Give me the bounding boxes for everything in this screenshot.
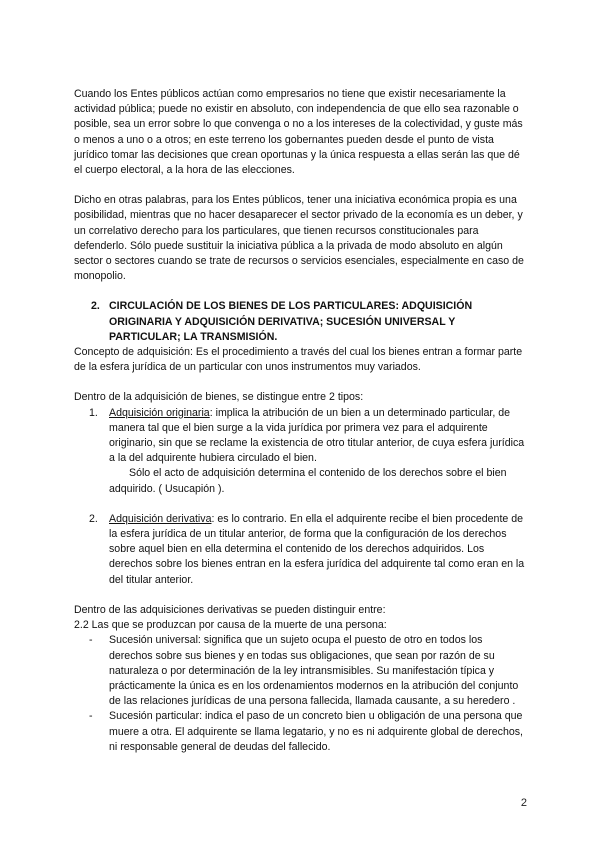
text-originaria: : implica la atribución de un bien a un determinado particular, de manera tal que el bien surge a la vida jurídica por primera vez para el adquirente originario, sin que se reclame la existencia de otro titular anterior, de cuya esfera jurídica a la del adquirente hubiera circulado el bien. (109, 406, 525, 465)
sub-heading-muerte: 2.2 Las que se produzcan por causa de la muerte de una persona: (74, 619, 387, 632)
list-item-derivativa (74, 512, 526, 588)
intro-derivativas: Dentro de las adquisiciones derivativas se pueden distinguir entre: (74, 603, 386, 616)
term-derivativa: Adquisición derivativa (109, 512, 212, 525)
intro-tipos: Dentro de la adquisición de bienes, se distingue entre 2 tipos: (74, 391, 364, 404)
section-number: 2. (91, 300, 100, 313)
paragraph-entes-publicos: Cuando los Entes públicos actúan como empresarios no tiene que existir necesariamente la actividad pública; puede no existir en absoluto, con independencia de que ello sea razonable o posible, sea un error sobre lo que convenga o no a los intereses de la colectividad, y guste más o menos a uno o a otros; en este terreno los gobernantes pueden desde el punto de vista jurídico tomar las decisiones que crean oportunas y la única respuesta a ellas serán las que dé el cuerpo electoral, a la hora de las elecciones. (74, 88, 523, 177)
paragraph-otras-palabras: Dicho en otras palabras, para los Entes públicos, tener una iniciativa económica propia es una posibilidad, mientras que no hacer desaparecer el sector privado de la economía es un deber, y un correlativo derecho para los particulares, que tienen recursos constitucionales para defenderlo. Sólo puede sustituir la iniciativa pública a la privada de modo absoluto en algún sector o sectores cuando se trate de recursos o servicios esenciales, especialmente en caso de monopolio. (74, 194, 524, 283)
dash-bullet: - (89, 634, 93, 647)
text-originaria-extra: Sólo el acto de adquisición determina el contenido de los derechos sobre el bien adquirido. ( Usucapión ). (109, 467, 507, 495)
document-page (74, 87, 526, 755)
page-number: 2 (520, 797, 527, 809)
text-sucesion-particular: Sucesión particular: indica el paso de un concreto bien u obligación de una persona que muere a otra. El adquirente se llama legatario, y no es ni adquirente global de derechos, ni responsable general de deudas del fallecido. (109, 710, 523, 753)
list-item-sucesion-universal (74, 633, 526, 709)
text-derivativa: : es lo contrario. En ella el adquirente recibe el bien procedente de la esfera jurídica de un titular anterior, de forma que la configuración de los derechos sobre aquel bien en ella determina el contenido de los derechos adquiridos. Los derechos sobre los bienes entran en la esfera jurídica del adquirente tal como eran en la del titular anterior. (109, 512, 525, 586)
section-heading (74, 299, 526, 345)
list-item-originaria-extra (74, 466, 526, 496)
list-item-sucesion-particular (74, 709, 526, 755)
list-number: 2. (89, 512, 98, 525)
concepto-adquisicion: Concepto de adquisición: Es el procedimiento a través del cual los bienes entran a formar parte de la esfera jurídica de un particular con unos instrumentos muy variados. (74, 346, 523, 374)
list-number: 1. (89, 406, 98, 419)
dash-bullet: - (89, 710, 93, 723)
list-item-originaria (74, 406, 526, 467)
text-sucesion-universal: Sucesión universal: significa que un sujeto ocupa el puesto de otro en todos los derechos sobre sus bienes y en todas sus obligaciones, que sean por razón de su naturaleza o por determinación de la ley intransmisibles. Su manifestación típica y prácticamente la única es en los ordenamientos modernos en la atribución del conjunto de las relaciones jurídicas de una persona fallecida, llamada causante, a su heredero . (109, 634, 519, 708)
section-title: CIRCULACIÓN DE LOS BIENES DE LOS PARTICULARES: ADQUISICIÓN ORIGINARIA Y ADQUISICIÓN DERIVATIVA; SUCESIÓN UNIVERSAL Y PARTICULAR; LA TRANSMISIÓN. (109, 300, 473, 343)
term-originaria: Adquisición originaria (109, 406, 210, 419)
